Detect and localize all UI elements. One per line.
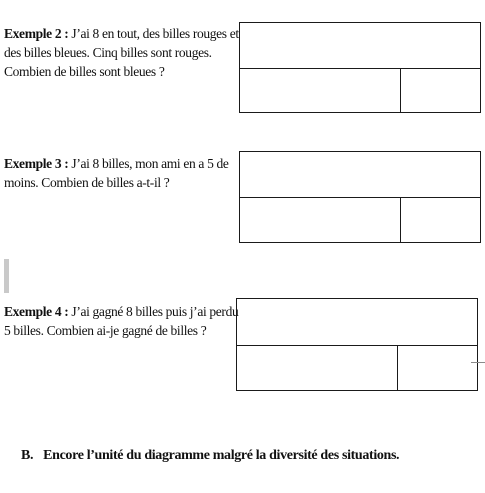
- example-4-diagram-divider: [237, 345, 477, 346]
- example-2-line-3: Combien de billes sont bleues ?: [4, 64, 165, 79]
- example-3-text: [4, 154, 229, 192]
- section-b-letter: B.: [21, 448, 34, 463]
- example-2-bar-diagram: [239, 22, 481, 113]
- section-b-heading: [21, 448, 399, 464]
- example-2-text: [4, 24, 239, 81]
- example-3-line-2: moins. Combien de billes a-t-il ?: [4, 175, 170, 190]
- section-b-text: Encore l’unité du diagramme malgré la diversité des situations.: [43, 448, 400, 463]
- example-2-line-2: des billes bleues. Cinq billes sont rouges.: [4, 45, 212, 60]
- example-2-line-1: Exemple 2 : J’ai 8 en tout, des billes rouges et: [4, 26, 239, 41]
- example-4-bar-diagram: [236, 298, 478, 391]
- example-3-diagram-split: [400, 197, 401, 242]
- example-3-label: Exemple 3 :: [4, 156, 69, 171]
- margin-tick-line: [471, 362, 485, 363]
- example-3-bar-diagram: [239, 151, 481, 243]
- gray-margin-mark: [4, 259, 9, 293]
- example-4-text: [4, 302, 238, 340]
- example-3-line-1: Exemple 3 : J’ai 8 billes, mon ami en a 5 de: [4, 156, 229, 171]
- example-4-line-2: 5 billes. Combien ai-je gagné de billes ?: [4, 323, 207, 338]
- example-2-label: Exemple 2 :: [4, 26, 69, 41]
- example-4-line-1: Exemple 4 : J’ai gagné 8 billes puis j’ai perdu: [4, 304, 239, 319]
- example-3-diagram-divider: [240, 197, 480, 198]
- example-2-diagram-divider: [240, 68, 480, 69]
- example-2-diagram-split: [400, 68, 401, 112]
- example-4-label: Exemple 4 :: [4, 304, 69, 319]
- example-4-diagram-split: [397, 345, 398, 390]
